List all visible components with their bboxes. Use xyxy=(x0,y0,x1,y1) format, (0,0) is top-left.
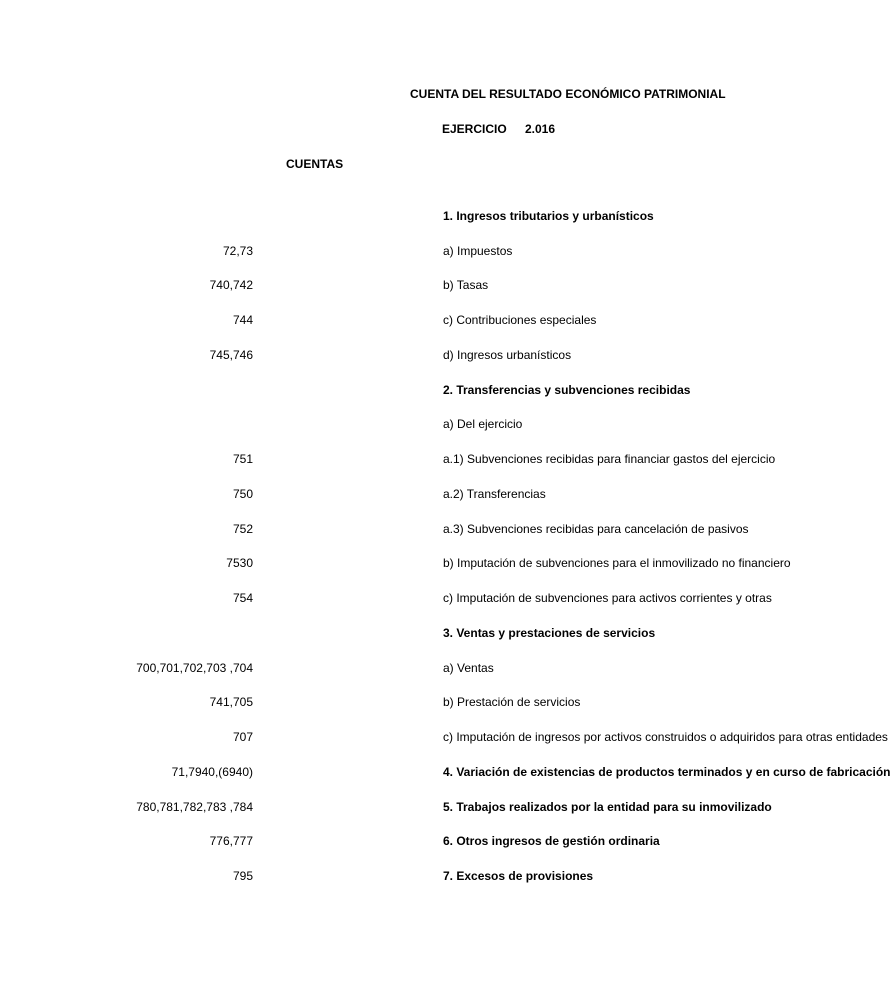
account-description: 4. Variación de existencias de productos terminados y en curso de fabricación xyxy=(443,765,891,779)
account-description: a.1) Subvenciones recibidas para financiar gastos del ejercicio xyxy=(443,452,776,466)
account-description: a.3) Subvenciones recibidas para cancelación de pasivos xyxy=(443,522,749,536)
account-description: a) Ventas xyxy=(443,661,494,675)
account-code: 740,742 xyxy=(209,278,253,292)
account-description: a.2) Transferencias xyxy=(443,487,546,501)
account-description: c) Contribuciones especiales xyxy=(443,313,597,327)
account-code: 752 xyxy=(232,522,253,536)
account-description: b) Imputación de subvenciones para el inmovilizado no financiero xyxy=(443,556,791,570)
account-description: 7. Excesos de provisiones xyxy=(443,869,594,883)
account-description: b) Prestación de servicios xyxy=(443,695,581,709)
account-code: 707 xyxy=(232,730,253,744)
account-code: 741,705 xyxy=(209,695,253,709)
account-description: c) Imputación de subvenciones para activos corrientes y otras xyxy=(443,591,772,605)
account-code: 700,701,702,703 ,704 xyxy=(136,661,253,675)
account-code: 795 xyxy=(232,869,253,883)
account-code: 750 xyxy=(232,487,253,501)
account-code: 7530 xyxy=(226,556,253,570)
ejercicio-label: EJERCICIO xyxy=(442,122,507,136)
account-code: 72,73 xyxy=(222,244,253,258)
account-code: 751 xyxy=(232,452,253,466)
account-code: 776,777 xyxy=(209,834,253,848)
account-description: 5. Trabajos realizados por la entidad para su inmovilizado xyxy=(443,800,772,814)
ejercicio-year: 2.016 xyxy=(525,122,556,136)
account-description: a) Del ejercicio xyxy=(443,417,523,431)
account-description: 6. Otros ingresos de gestión ordinaria xyxy=(443,834,660,848)
account-code: 71,7940,(6940) xyxy=(171,765,253,779)
account-description: 3. Ventas y prestaciones de servicios xyxy=(443,626,656,640)
account-code: 780,781,782,783 ,784 xyxy=(136,800,253,814)
account-description: b) Tasas xyxy=(443,278,489,292)
account-description: c) Imputación de ingresos por activos construidos o adquiridos para otras entidades xyxy=(443,730,888,744)
account-code: 745,746 xyxy=(209,348,253,362)
account-description: 2. Transferencias y subvenciones recibidas xyxy=(443,383,691,397)
account-description: a) Impuestos xyxy=(443,244,513,258)
cuentas-column-header: CUENTAS xyxy=(286,157,344,171)
account-code: 754 xyxy=(232,591,253,605)
account-description: d) Ingresos urbanísticos xyxy=(443,348,572,362)
account-code: 744 xyxy=(232,313,253,327)
account-description: 1. Ingresos tributarios y urbanísticos xyxy=(443,209,654,223)
report-title: CUENTA DEL RESULTADO ECONÓMICO PATRIMONIAL xyxy=(410,87,726,101)
